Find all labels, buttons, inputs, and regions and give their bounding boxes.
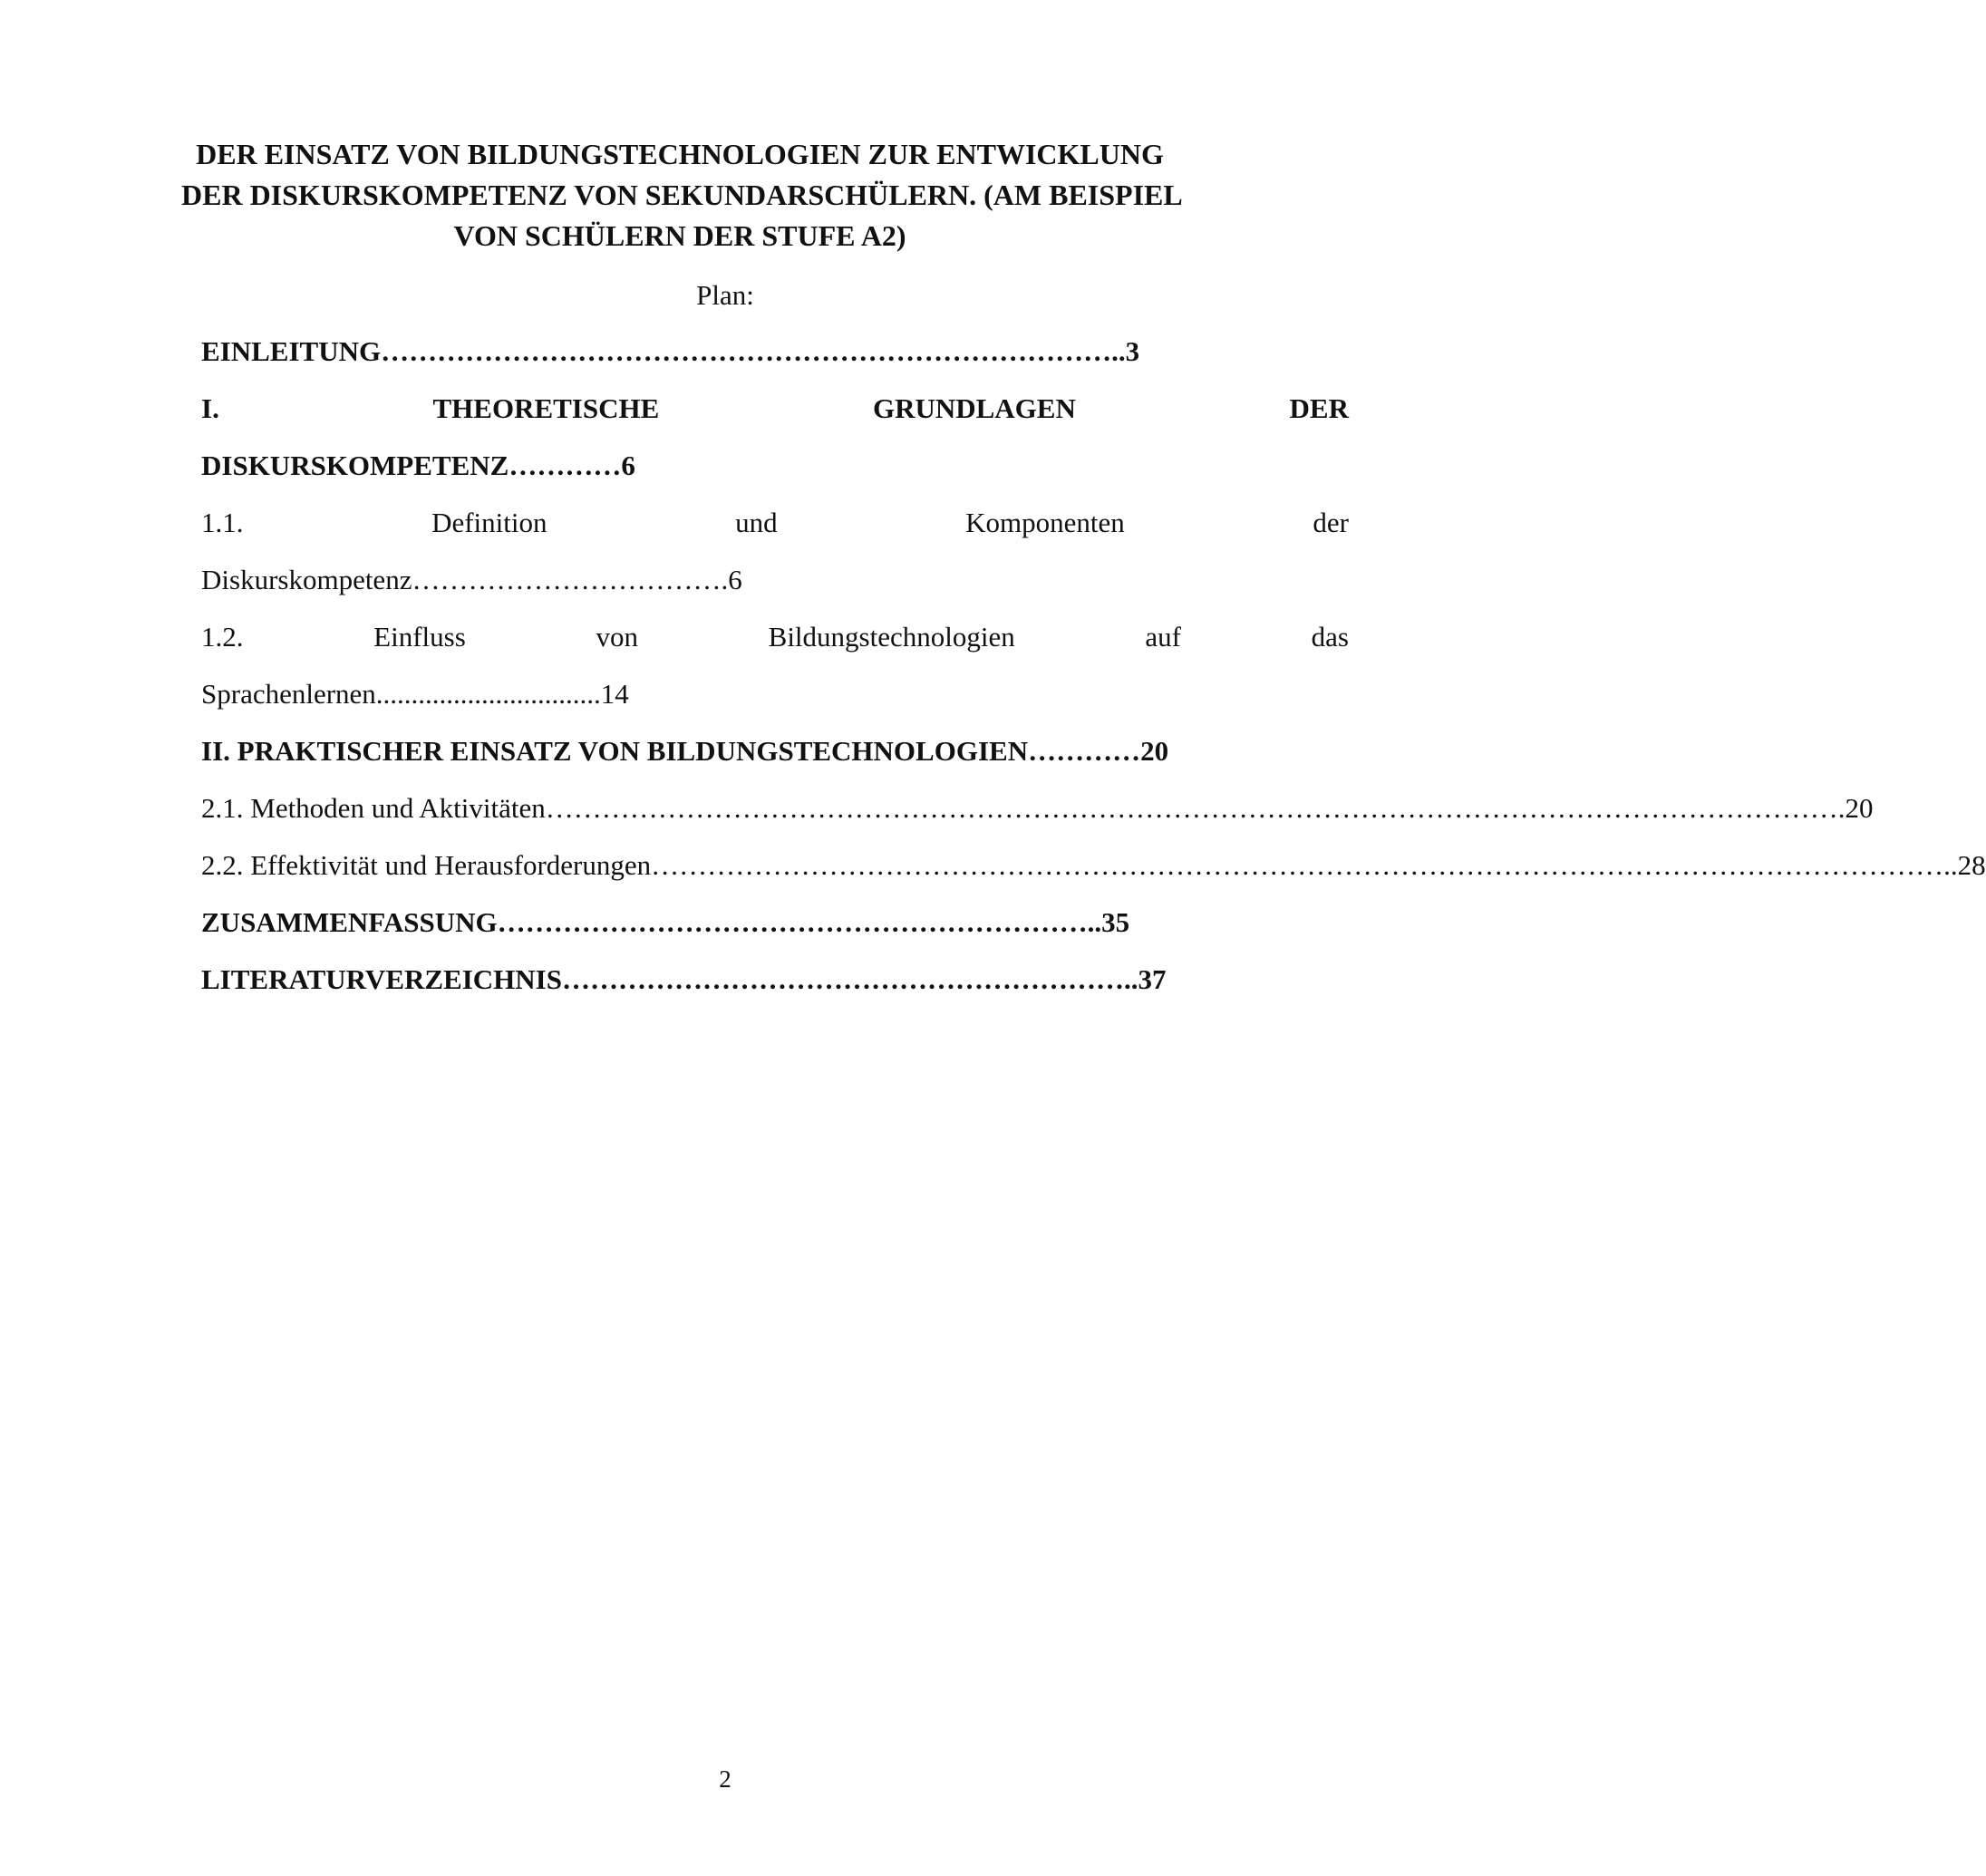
toc-entry-label: 2.1. Methoden und Aktivitäten — [201, 792, 546, 824]
toc-entry-section-1-1-continuation: Diskurskompetenz…………………………….6 — [201, 564, 742, 595]
toc-word: von — [596, 621, 638, 653]
toc-entry-section-1-2-continuation: Sprachenlernen................................14 — [201, 678, 629, 710]
toc-entry-section-1-1-first-line — [201, 505, 1349, 562]
plan-heading: Plan: — [696, 279, 754, 311]
page-number: 2 — [719, 1765, 731, 1793]
toc-word: 1.1. — [201, 507, 244, 538]
toc-entry-literaturverzeichnis: LITERATURVERZEICHNIS……………………………………………………..37 — [201, 963, 1167, 995]
toc-word: Komponenten — [965, 507, 1125, 538]
toc-word: THEORETISCHE — [432, 392, 660, 424]
toc-entry-label: 2.2. Effektivität und Herausforderungen — [201, 849, 652, 881]
title-line: DER DISKURSKOMPETENZ VON SEKUNDARSCHÜLERN. (AM BEISPIEL — [181, 179, 1183, 211]
toc-word: 1.2. — [201, 621, 244, 653]
dot-leader: ………………………………………………………………………………………………………………………… — [651, 849, 1944, 881]
toc-entry-section-2-2 — [201, 847, 1986, 904]
title-line: DER EINSATZ VON BILDUNGSTECHNOLOGIEN ZUR ENTWICKLUNG — [196, 138, 1164, 170]
toc-word: das — [1311, 621, 1349, 653]
title-line: VON SCHÜLERN DER STUFE A2) — [453, 219, 906, 252]
toc-entry-chapter-1-continuation: DISKURSKOMPETENZ…………6 — [201, 450, 635, 481]
toc-page-number: ..28 — [1943, 849, 1986, 881]
toc-word: DER — [1289, 392, 1349, 424]
toc-page-number: .20 — [1837, 792, 1874, 824]
toc-word: Definition — [431, 507, 547, 538]
toc-entry-chapter-2: II. PRAKTISCHER EINSATZ VON BILDUNGSTECHNOLOGIEN…………20 — [201, 735, 1169, 767]
toc-word: GRUNDLAGEN — [872, 392, 1076, 424]
document-title — [181, 134, 1183, 256]
toc-entry-zusammenfassung: ZUSAMMENFASSUNG………………………………………………………..35 — [201, 906, 1130, 938]
dot-leader: ………………………………………………………………………………………………………………………… — [545, 792, 1838, 824]
toc-word: und — [735, 507, 778, 538]
toc-word: Einfluss — [373, 621, 466, 653]
toc-word: der — [1313, 507, 1349, 538]
table-of-contents — [201, 334, 1986, 1019]
toc-entry-section-1-2-first-line — [201, 619, 1349, 676]
toc-entry-section-2-1 — [201, 790, 1874, 847]
toc-word: I. — [201, 392, 219, 424]
toc-word: Bildungstechnologien — [768, 621, 1015, 653]
toc-word: auf — [1145, 621, 1181, 653]
toc-entry-chapter-1-first-line — [201, 391, 1349, 448]
toc-entry-einleitung: EINLEITUNG……………………………………………………………………..3 — [201, 335, 1140, 367]
